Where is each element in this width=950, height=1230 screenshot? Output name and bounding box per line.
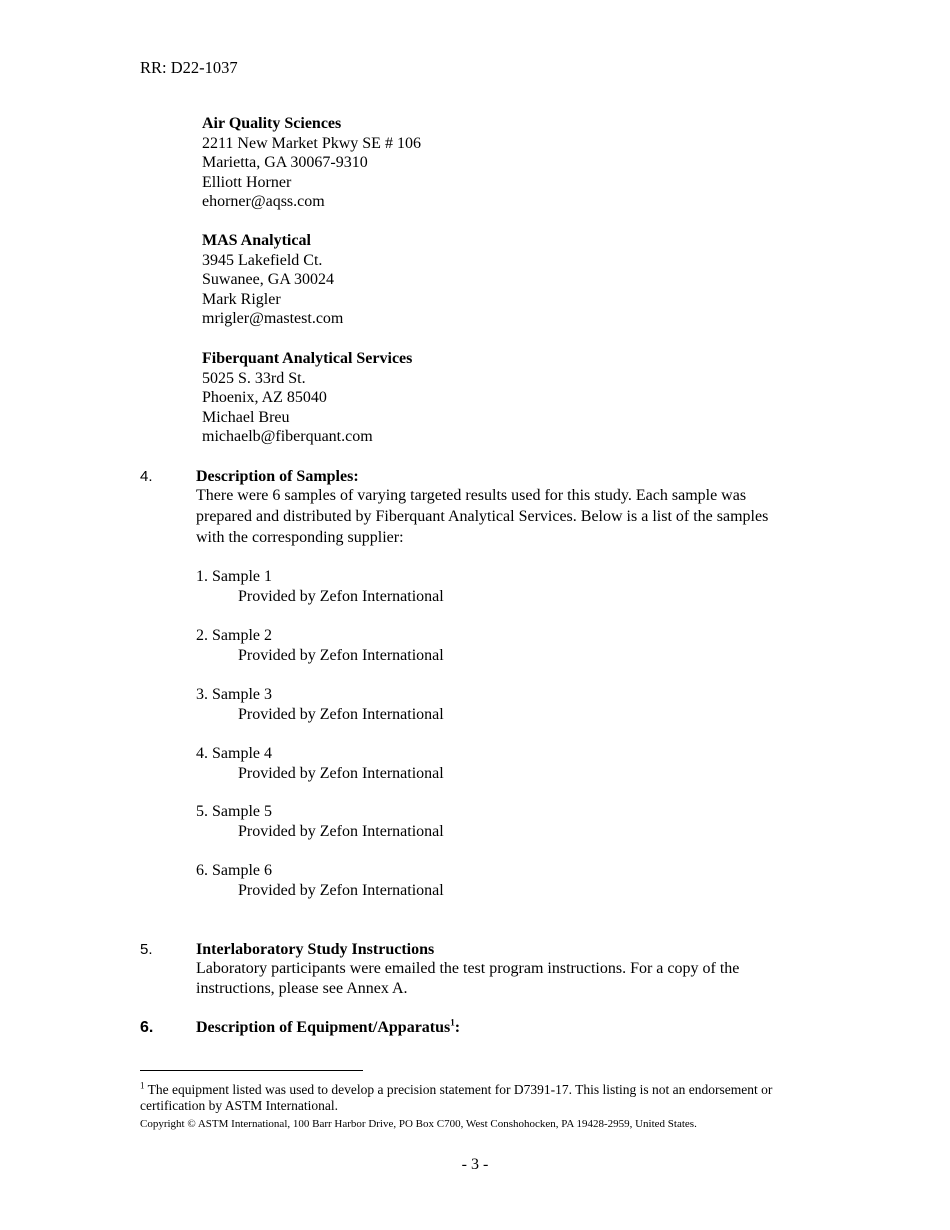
footnote-text: The equipment listed was used to develop a precision statement for D7391-17. This listing is not an endorsement or certification by ASTM International. xyxy=(140,1082,773,1113)
sample-provider: Provided by Zefon International xyxy=(238,646,444,664)
sample-provider: Provided by Zefon International xyxy=(238,822,444,840)
lab-email: michaelb@fiberquant.com xyxy=(202,428,373,445)
sample-item xyxy=(196,861,444,900)
sample-label: 1. Sample 1 xyxy=(196,568,272,585)
sample-label: 6. Sample 6 xyxy=(196,862,272,879)
lab-city: Phoenix, AZ 85040 xyxy=(202,389,327,406)
lab-block xyxy=(202,231,343,329)
section-colon: : xyxy=(454,1019,461,1036)
report-id: RR: D22-1037 xyxy=(140,58,238,77)
lab-city: Marietta, GA 30067-9310 xyxy=(202,154,368,171)
sample-item xyxy=(196,567,444,606)
copyright-notice: Copyright © ASTM International, 100 Barr Harbor Drive, PO Box C700, West Conshohocken, PA 19428-2959, United States. xyxy=(140,1118,697,1130)
lab-address: 3945 Lakefield Ct. xyxy=(202,251,323,269)
lab-contact: Mark Rigler xyxy=(202,290,281,308)
lab-block xyxy=(202,114,421,212)
section-title: Description of Equipment/Apparatus xyxy=(196,1019,451,1036)
sample-item xyxy=(196,685,444,724)
footnote xyxy=(140,1082,800,1114)
sample-item xyxy=(196,802,444,841)
sample-provider: Provided by Zefon International xyxy=(238,881,444,899)
lab-email: ehorner@aqss.com xyxy=(202,193,325,210)
section-number: 4. xyxy=(140,468,153,485)
section-heading: Interlaboratory Study Instructions xyxy=(196,941,435,958)
section-number: 6. xyxy=(140,1019,154,1036)
lab-name: MAS Analytical xyxy=(202,232,311,249)
lab-address: 2211 New Market Pkwy SE # 106 xyxy=(202,134,421,152)
page-number: - 3 - xyxy=(461,1156,489,1173)
lab-email: mrigler@mastest.com xyxy=(202,310,344,327)
sample-label: 2. Sample 2 xyxy=(196,627,272,644)
sample-label: 5. Sample 5 xyxy=(196,803,272,820)
lab-name: Air Quality Sciences xyxy=(202,115,342,132)
sample-item xyxy=(196,626,444,665)
footnote-divider xyxy=(140,1070,363,1071)
sample-label: 4. Sample 4 xyxy=(196,745,272,762)
section-heading xyxy=(196,1018,460,1038)
sample-provider: Provided by Zefon International xyxy=(238,764,444,782)
lab-contact: Michael Breu xyxy=(202,408,290,426)
lab-city: Suwanee, GA 30024 xyxy=(202,271,334,288)
section-number: 5. xyxy=(140,941,153,958)
lab-contact: Elliott Horner xyxy=(202,173,292,191)
footnote-marker: 1 xyxy=(140,1080,145,1091)
section-body: Laboratory participants were emailed the test program instructions. For a copy of the instructions, please see Annex A. xyxy=(196,960,740,997)
lab-address: 5025 S. 33rd St. xyxy=(202,369,306,387)
sample-item xyxy=(196,744,444,783)
sample-provider: Provided by Zefon International xyxy=(238,705,444,723)
sample-label: 3. Sample 3 xyxy=(196,686,272,703)
lab-block xyxy=(202,349,412,447)
section-heading: Description of Samples: xyxy=(196,468,359,485)
footnote-ref[interactable]: 1 xyxy=(450,1017,455,1028)
lab-name: Fiberquant Analytical Services xyxy=(202,350,413,367)
sample-provider: Provided by Zefon International xyxy=(238,587,444,605)
section-body: There were 6 samples of varying targeted results used for this study. Each sample was prepared and distributed by Fiberquant Analytical Services. Below is a list of the samples with the corresponding supplier: xyxy=(196,487,769,546)
